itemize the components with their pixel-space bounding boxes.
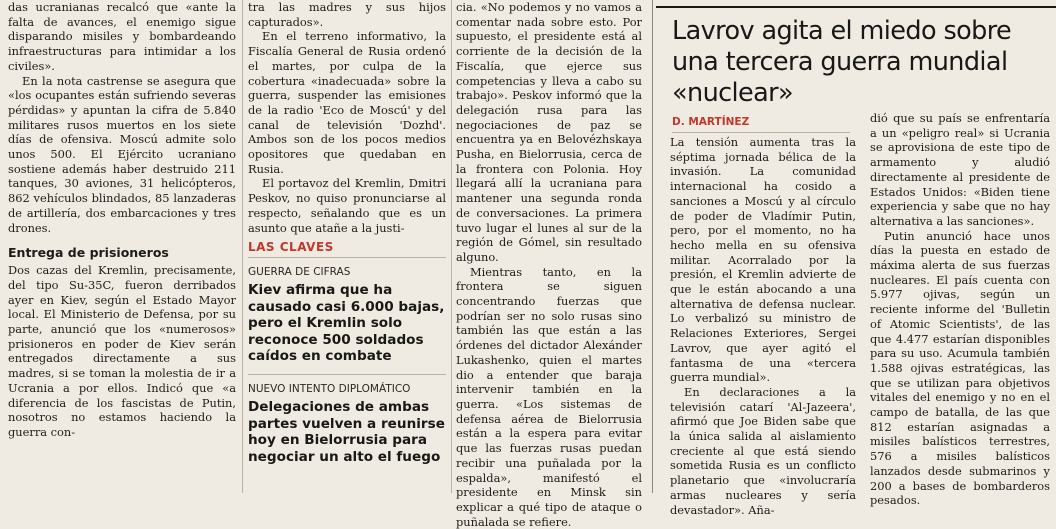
sidebar-title: LAS CLAVES (248, 240, 446, 258)
paragraph: Dos cazas del Kremlin, precisamente, del tipo Su-35C, fueron derribados ayer en Kiev, según el Estado Mayor local. El Ministerio de Defensa, por su parte, anunció que los «numerosos» prisioneros en poder de Kiev serán entregados directamente a sus madres, si se toman la molestia de ir a Ucrania a por ellos. Indicó que «a diferencia de los fascistas de Putin, nosotros no estamos haciendo la guerra con- (8, 263, 236, 439)
column-divider (451, 0, 452, 493)
sidebar-headline: Kiev afirma que ha causado casi 6.000 bajas, pero el Kremlin solo reconoce 500 soldados caídos en combate (248, 282, 445, 365)
article-column-5 (870, 111, 1050, 508)
paragraph: cia. «No podemos y no vamos a comentar nada sobre esto. Por supuesto, el presidente está al corriente de la decisión de la Fiscalía, que ejerce sus competencias y lleva a cabo su trabajo». Peskov informó que la delegación rusa para las negociaciones de paz se encuentra ya en Belovézhskaya Pusha, en Bielorrusia, cerca de la frontera con Polonia. Hoy llegará allí la ucraniana para mantener una segunda ronda de conversaciones. La primera tuvo lugar el lunes al sur de la región de Gómel, sin resultado alguno. (456, 0, 642, 264)
paragraph: En declaraciones a la televisión catarí 'Al-Jazeera', afirmó que Joe Biden sabe que la única salida al aislamiento creciente al que está siendo sometida Rusia es un conflicto planetario que «involucraría armas nucleares y sería devastador». Aña- (670, 384, 856, 517)
paragraph: dió que su país se enfrentaría a un «peligro real» si Ucrania se aprovisiona de este tipo de armamento y aludió directamente al presidente de Estados Unidos: «Biden tiene experiencia y sabe que no hay alternativa a las sanciones». (870, 111, 1050, 228)
paragraph: En el terreno informativo, la Fiscalía General de Rusia ordenó el martes, por culpa de la cobertura «inadecuada» sobre la guerra, suspender las emisiones de la radio 'Eco de Moscú' y del canal de televisión 'Dozhd'. Ambos son de los pocos medios opositores que quedaban en Rusia. (248, 29, 446, 176)
section-subhead: Entrega de prisioneros (8, 245, 169, 261)
paragraph: En la nota castrense se asegura que «los ocupantes están sufriendo severas pérdidas» y apuntan la cifra de 5.840 militares rusos muertos en los siete días de ofensiva. Moscú admite solo unos 500. El Ejército ucraniano sostiene además haber destruido 211 tanques, 30 aviones, 31 helicópteros, 862 vehículos blindados, 85 lanzaderas de artillería, dos embarcaciones y tres drones. (8, 73, 236, 235)
paragraph: El portavoz del Kremlin, Dmitri Peskov, no quiso pronunciarse al respecto, señalando que es un asunto que atañe a la justi- (248, 176, 446, 235)
paragraph: La tensión aumenta tras la séptima jornada bélica de la invasión. La comunidad internacional ha cosido a sanciones a Moscú y al círculo de poder de Vladímir Putin, pero, por el momento, no ha hecho mella en su ofensiva militar. Acorralado por la presión, el Kremlin advierte de que le están abocando a una alternativa de defensa nuclear. Lo verbalizó su ministro de Relaciones Exteriores, Sergei Lavrov, que ayer agitó el fantasma de una «tercera guerra mundial». (670, 135, 856, 385)
sidebar-divider (248, 374, 446, 375)
sidebar-kicker: NUEVO INTENTO DIPLOMÁTICO (248, 382, 411, 395)
article-column-1 (8, 0, 236, 493)
article-headline: Lavrov agita el miedo sobre una tercera guerra mundial «nuclear» (672, 16, 1012, 108)
article-column-4 (670, 135, 856, 517)
sidebar-kicker: GUERRA DE CIFRAS (248, 266, 351, 278)
paragraph: das ucranianas recalcó que «ante la falta de avances, el enemigo sigue disparando misiles y bombardeando infraestructuras para intimidar a los civiles». (8, 0, 236, 73)
paragraph: Putin anunció hace unos días la puesta en estado de máxima alerta de sus fuerzas nucleares. El país cuenta con 5.977 ojivas, según un reciente informe del 'Bulletin of Atomic Scientists', de las que 4.477 estarían disponibles para su uso. Acumula también 1.588 ojivas estratégicas, las que se utilizan para objetivos vitales del enemigo y no en el campo de batalla, de las que 812 estarían asignadas a misiles balísticos terrestres, 576 a misiles balísticos lanzados desde submarinos y 200 a bases de bombarderos pesados. (870, 228, 1050, 508)
paragraph: tra las madres y sus hijos capturados». (248, 0, 446, 29)
article-column-2 (248, 0, 446, 240)
sidebar-headline: Delegaciones de ambas partes vuelven a reunirse hoy en Bielorrusia para negociar un alto el fuego (248, 398, 445, 465)
paragraph: Mientras tanto, en la frontera se siguen concentrando fuerzas que podrían ser no solo rusas sino también las que están a las órdenes del dictador Alexánder Lukashenko, quien el martes dio a entender que baraja intervenir también en la guerra. «Los sistemas de defensa aérea de Bielorrusia están a la espera para evitar que las fuerzas rusas puedan recibir una puñalada por la espalda», manifestó el presidente en Minsk sin explicar a qué tipo de ataque o puñalada se refiere. (456, 264, 642, 529)
article-column-3 (456, 0, 642, 529)
column-divider (242, 0, 243, 493)
key-points-sidebar (248, 240, 446, 465)
article-byline: D. MARTÍNEZ (672, 116, 850, 133)
article-divider (652, 0, 653, 493)
headline-rule (656, 6, 1056, 8)
